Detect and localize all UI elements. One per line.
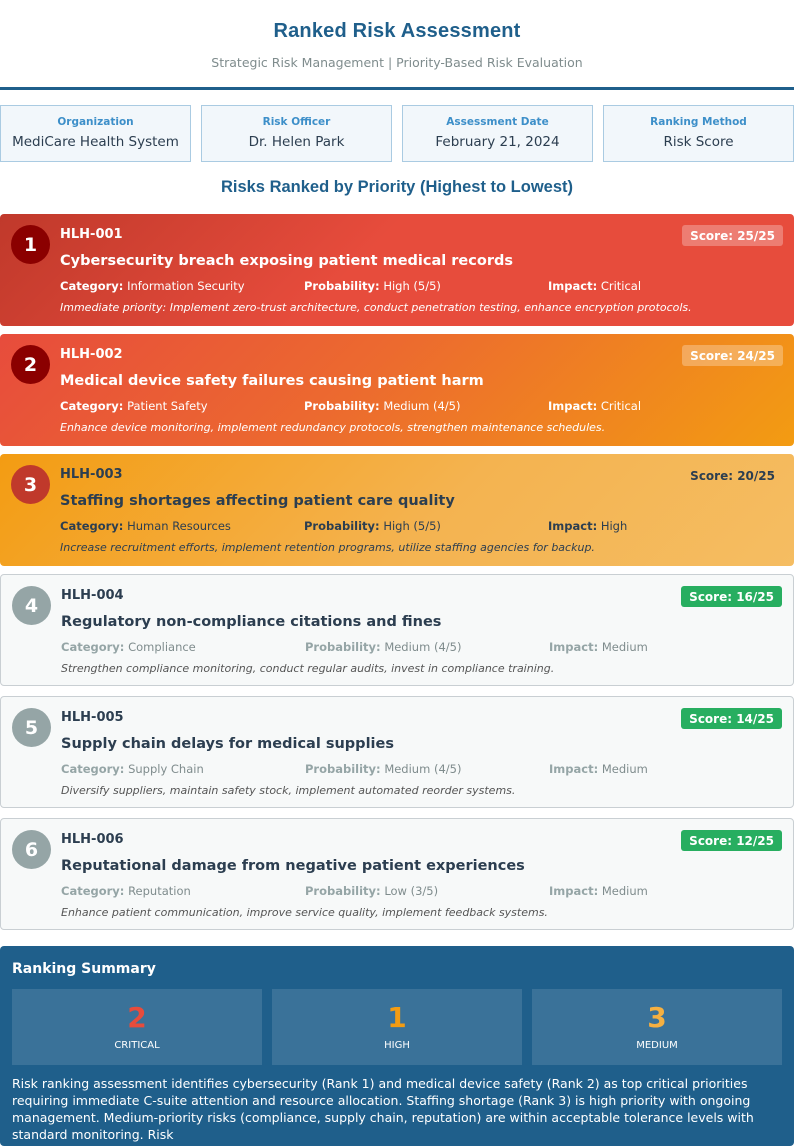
risk-mitigation: Enhance patient communication, improve service quality, implement feedback systems.: [61, 906, 548, 919]
info-value: February 21, 2024: [435, 134, 560, 150]
stat-value: 1: [387, 1001, 407, 1034]
probability-label: Probability:: [305, 884, 381, 898]
ranking-summary: [0, 946, 794, 1146]
risk-id: HLH-004: [61, 588, 124, 603]
score-badge: Score: 25/25: [682, 225, 783, 246]
score-badge: Score: 24/25: [682, 345, 783, 366]
risk-probability: [305, 884, 438, 898]
risk-probability: [304, 279, 441, 293]
stat-label: MEDIUM: [636, 1040, 678, 1051]
stat-label: CRITICAL: [114, 1040, 160, 1051]
risk-id: HLH-006: [61, 832, 124, 847]
summary-title: Ranking Summary: [12, 961, 156, 977]
risk-title: Medical device safety failures causing patient harm: [60, 373, 484, 389]
category-value: Patient Safety: [127, 399, 208, 413]
info-label: Ranking Method: [650, 116, 747, 128]
risk-title: Regulatory non-compliance citations and fines: [61, 614, 442, 630]
risk-mitigation: Diversify suppliers, maintain safety stock, implement automated reorder systems.: [61, 784, 516, 797]
risk-mitigation: Increase recruitment efforts, implement retention programs, utilize staffing agencies for backup.: [60, 541, 595, 554]
category-value: Information Security: [127, 279, 245, 293]
report-header: [0, 0, 794, 90]
risk-impact: [549, 884, 648, 898]
risk-id: HLH-001: [60, 227, 123, 242]
category-label: Category:: [61, 762, 125, 776]
info-value: MediCare Health System: [12, 134, 179, 150]
risk-card: [0, 696, 794, 808]
risk-probability: [305, 762, 461, 776]
impact-value: Medium: [601, 884, 648, 898]
info-card-ranking-method: [603, 105, 794, 162]
rank-badge: 3: [11, 465, 50, 504]
risk-card: [0, 454, 794, 566]
impact-value: Medium: [601, 640, 648, 654]
probability-value: Medium (4/5): [384, 762, 462, 776]
info-value: Dr. Helen Park: [248, 134, 345, 150]
rank-badge: 4: [12, 586, 51, 625]
risk-category: [60, 279, 245, 293]
score-badge: Score: 16/25: [681, 586, 782, 607]
summary-text: Risk ranking assessment identifies cybersecurity (Rank 1) and medical device safety (Rank 2) as top critical priorities requiring immediate C-suite attention and resource allocation. Staffing shortage (Rank 3) is high priority with ongoing management. Medium-priority risks (compliance, supply chain, reputation) are within acceptable tolerance levels with standard monitoring. Risk: [12, 1076, 754, 1142]
impact-value: Medium: [601, 762, 648, 776]
category-value: Human Resources: [127, 519, 231, 533]
stat-value: 2: [127, 1001, 147, 1034]
risk-title: Staffing shortages affecting patient care quality: [60, 493, 455, 509]
risk-probability: [305, 640, 461, 654]
probability-value: High (5/5): [383, 519, 441, 533]
risk-category: [60, 519, 231, 533]
rank-badge: 1: [11, 225, 50, 264]
risk-category: [60, 399, 208, 413]
risk-title: Cybersecurity breach exposing patient medical records: [60, 253, 513, 269]
category-label: Category:: [61, 884, 125, 898]
risk-impact: [549, 640, 648, 654]
impact-label: Impact:: [549, 762, 599, 776]
page-subtitle: Strategic Risk Management | Priority-Based Risk Evaluation: [211, 55, 583, 70]
category-label: Category:: [60, 279, 124, 293]
probability-label: Probability:: [305, 762, 381, 776]
category-label: Category:: [60, 519, 124, 533]
impact-value: Critical: [600, 279, 642, 293]
risk-id: HLH-003: [60, 467, 123, 482]
risk-id: HLH-005: [61, 710, 124, 725]
info-row: [0, 105, 794, 162]
risk-card: [0, 334, 794, 446]
risk-category: [61, 640, 196, 654]
impact-label: Impact:: [548, 399, 598, 413]
impact-value: High: [600, 519, 628, 533]
impact-label: Impact:: [548, 519, 598, 533]
summary-stats: [12, 989, 782, 1065]
risk-card: [0, 214, 794, 326]
risk-category: [61, 762, 204, 776]
probability-label: Probability:: [304, 519, 380, 533]
probability-value: Low (3/5): [384, 884, 439, 898]
probability-label: Probability:: [304, 279, 380, 293]
risk-mitigation: Strengthen compliance monitoring, conduct regular audits, invest in compliance training.: [61, 662, 555, 675]
risk-impact: [548, 519, 627, 533]
score-badge: Score: 14/25: [681, 708, 782, 729]
probability-label: Probability:: [304, 399, 380, 413]
section-title: Risks Ranked by Priority (Highest to Lowest): [220, 178, 574, 196]
stat-high: [272, 989, 522, 1065]
risk-title: Supply chain delays for medical supplies: [61, 736, 394, 752]
risk-impact: [549, 762, 648, 776]
risk-impact: [548, 279, 641, 293]
risk-impact: [548, 399, 641, 413]
rank-badge: 2: [11, 345, 50, 384]
impact-label: Impact:: [549, 640, 599, 654]
info-value: Risk Score: [663, 134, 734, 150]
category-value: Reputation: [128, 884, 191, 898]
risk-title: Reputational damage from negative patient experiences: [61, 858, 525, 874]
stat-value: 3: [647, 1001, 667, 1034]
impact-label: Impact:: [548, 279, 598, 293]
score-badge: Score: 12/25: [681, 830, 782, 851]
impact-label: Impact:: [549, 884, 599, 898]
score-badge: Score: 20/25: [690, 468, 775, 483]
stat-critical: [12, 989, 262, 1065]
probability-label: Probability:: [305, 640, 381, 654]
info-card-risk-officer: [201, 105, 392, 162]
risk-card: [0, 818, 794, 930]
risk-probability: [304, 399, 460, 413]
probability-value: High (5/5): [383, 279, 441, 293]
risk-category: [61, 884, 191, 898]
risk-mitigation: Immediate priority: Implement zero-trust architecture, conduct penetration testing, enhance encryption protocols.: [60, 301, 692, 314]
category-label: Category:: [60, 399, 124, 413]
info-label: Assessment Date: [446, 116, 549, 128]
rank-badge: 5: [12, 708, 51, 747]
info-card-organization: [0, 105, 191, 162]
risk-card: [0, 574, 794, 686]
impact-value: Critical: [600, 399, 642, 413]
info-label: Risk Officer: [262, 116, 331, 128]
info-label: Organization: [57, 116, 134, 128]
info-card-assessment-date: [402, 105, 593, 162]
stat-label: HIGH: [384, 1040, 410, 1051]
risk-probability: [304, 519, 441, 533]
category-value: Compliance: [128, 640, 196, 654]
stat-medium: [532, 989, 782, 1065]
page-title: Ranked Risk Assessment: [273, 20, 521, 42]
risk-mitigation: Enhance device monitoring, implement redundancy protocols, strengthen maintenance schedules.: [60, 421, 606, 434]
probability-value: Medium (4/5): [383, 399, 461, 413]
category-value: Supply Chain: [128, 762, 204, 776]
category-label: Category:: [61, 640, 125, 654]
rank-badge: 6: [12, 830, 51, 869]
risk-id: HLH-002: [60, 347, 123, 362]
probability-value: Medium (4/5): [384, 640, 462, 654]
